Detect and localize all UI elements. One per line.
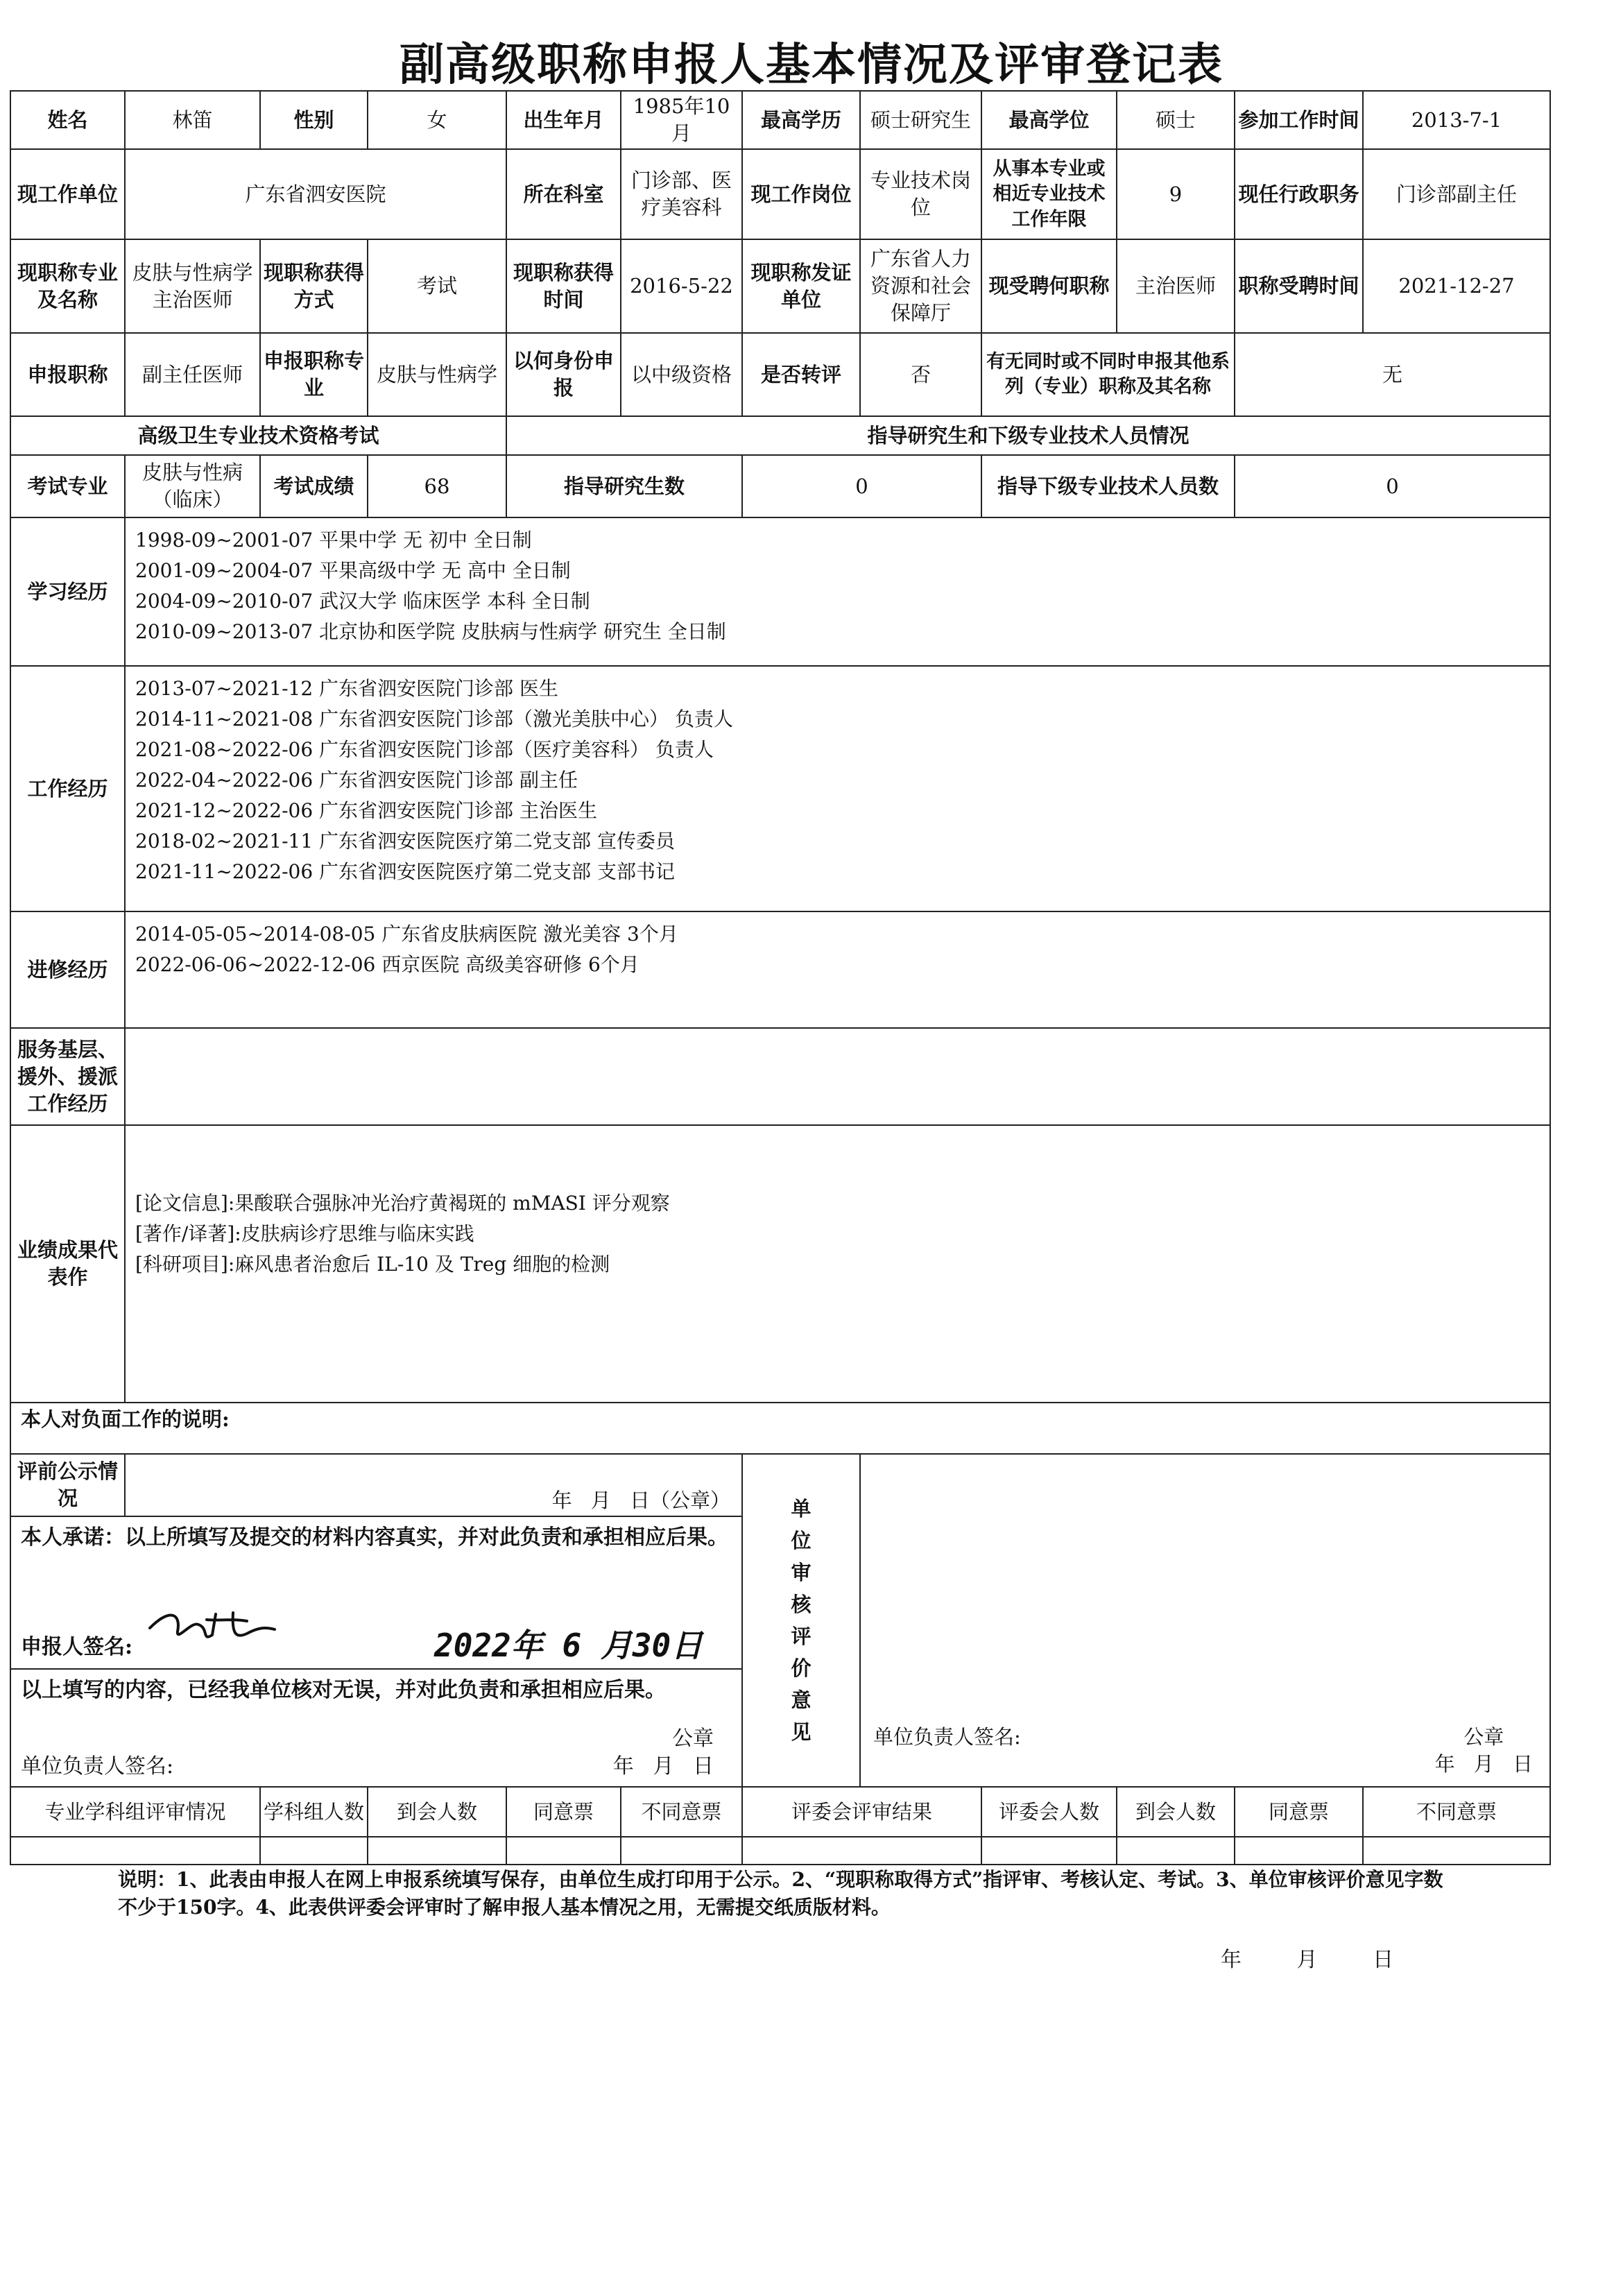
apply-value: 副主任医师 [125,333,260,416]
list-item: 2013-07~2021-12 广东省泗安医院门诊部 医生 [135,677,558,701]
apply-spec-value: 皮肤与性病学 [368,333,506,416]
list-item: 2021-11~2022-06 广东省泗安医院医疗第二党支部 支部书记 [135,860,675,884]
unit-review-seal: 公章 [1463,1725,1504,1749]
publicity-date: 年 月 日（公章） [125,1454,742,1516]
unit-value: 广东省泗安医院 [125,149,506,239]
service-row [10,1028,1550,1125]
grad-label: 指导研究生数 [506,455,742,517]
unit-verify-date: 年 月 日 [612,1754,714,1779]
hired-time-value: 2021-12-27 [1363,239,1550,333]
unit-review-label-cell [742,1454,860,1787]
transfer-value: 否 [860,333,981,416]
spec-label: 现职称专业及名称 [10,239,125,333]
score-label: 考试成绩 [260,455,368,517]
issuer-value: 广东省人力资源和社会保障厅 [860,239,981,333]
basic-info-row-1 [10,91,1550,149]
list-item: [论文信息]:果酸联合强脉冲光治疗黄褐斑的 mMASI 评分观察 [135,1192,670,1215]
training-label: 进修经历 [10,911,125,1028]
achievements-content [125,1125,1550,1403]
years-value: 9 [1117,149,1235,239]
work-label: 工作经历 [10,666,125,911]
list-item: 2010-09~2013-07 北京协和医学院 皮肤病与性病学 研究生 全日制 [135,620,726,644]
junior-label: 指导下级专业技术人员数 [981,455,1235,517]
publicity-row [10,1454,1550,1516]
basic-info-row-3 [10,239,1550,333]
group-members-label: 学科组人数 [260,1787,368,1837]
work-row [10,666,1550,911]
post-label: 现工作岗位 [742,149,860,239]
method-label: 现职称获得方式 [260,239,368,333]
publicity-label: 评前公示情况 [10,1454,125,1516]
achievements-row [10,1125,1550,1403]
committee-agree-label: 同意票 [1235,1787,1363,1837]
transfer-label: 是否转评 [742,333,860,416]
handwritten-signature-icon [143,1600,282,1649]
unit-review-head-label: 单位负责人签名: [873,1725,1021,1749]
identity-label: 以何身份申报 [506,333,621,416]
exam-spec-value: 皮肤与性病（临床） [125,455,260,517]
list-item: [著作/译著]:皮肤病诊疗思维与临床实践 [135,1222,474,1246]
unit-review-label: 单 位 审 核 评 价 意 见 [791,1497,812,1745]
grad-value: 0 [742,455,981,517]
issuer-label: 现职称发证单位 [742,239,860,333]
dept-label: 所在科室 [506,149,621,239]
degree-value: 硕士 [1117,91,1235,149]
other-title-value: 无 [1235,333,1550,416]
committee-attend-value [1117,1837,1235,1865]
review-header-row [10,1787,1550,1837]
group-agree-label: 同意票 [506,1787,621,1837]
basic-info-row-4 [10,333,1550,416]
guide-header: 指导研究生和下级专业技术人员情况 [506,416,1550,455]
achievements-label: 业绩成果代表作 [10,1125,125,1403]
list-item: 2014-05-05~2014-08-05 广东省皮肤病医院 激光美容 3个月 [135,923,678,946]
education-label: 最高学历 [742,91,860,149]
committee-disagree-label: 不同意票 [1363,1787,1550,1837]
pledge-cell [10,1516,742,1669]
unit-review-content [860,1454,1550,1787]
group-agree-value [506,1837,621,1865]
registration-form-table [10,90,1551,1865]
committee-result-label: 评委会评审结果 [742,1787,981,1837]
birth-value: 1985年10月 [621,91,742,149]
birth-label: 出生年月 [506,91,621,149]
education-value: 硕士研究生 [860,91,981,149]
pledge-text: 本人承诺：以上所填写及提交的材料内容真实，并对此负责和承担相应后果。 [21,1525,728,1550]
basic-info-row-2 [10,149,1550,239]
post-value: 专业技术岗位 [860,149,981,239]
gender-label: 性别 [260,91,368,149]
bottom-date: 年 月 日 [1221,1948,1394,1972]
group-review-label: 专业学科组评审情况 [10,1787,260,1837]
degree-label: 最高学位 [981,91,1117,149]
training-row [10,911,1550,1028]
exam-spec-label: 考试专业 [10,455,125,517]
group-members-value [260,1837,368,1865]
review-value-row [10,1837,1550,1865]
group-disagree-label: 不同意票 [621,1787,742,1837]
junior-value: 0 [1235,455,1550,517]
service-content [125,1028,1550,1125]
pledge-sign-label: 申报人签名: [21,1634,133,1659]
list-item: 2014-11~2021-08 广东省泗安医院门诊部（激光美肤中心） 负责人 [135,708,733,731]
name-label: 姓名 [10,91,125,149]
unit-review-date: 年 月 日 [1434,1752,1533,1776]
work-start-label: 参加工作时间 [1235,91,1363,149]
training-content [125,911,1550,1028]
unit-label: 现工作单位 [10,149,125,239]
hired-value: 主治医师 [1117,239,1235,333]
other-title-label: 有无同时或不同时申报其他系列（专业）职称及其名称 [981,333,1235,416]
negative-label: 本人对负面工作的说明: [10,1403,1550,1454]
list-item: 2022-06-06~2022-12-06 西京医院 高级美容研修 6个月 [135,953,639,977]
identity-value: 以中级资格 [621,333,742,416]
committee-disagree-value [1363,1837,1550,1865]
service-label: 服务基层、援外、援派工作经历 [10,1028,125,1125]
list-item: 2001-09~2004-07 平果高级中学 无 高中 全日制 [135,559,571,583]
method-value: 考试 [368,239,506,333]
admin-label: 现任行政职务 [1235,149,1363,239]
negative-row [10,1403,1550,1454]
exam-header: 高级卫生专业技术资格考试 [10,416,506,455]
hired-label: 现受聘何职称 [981,239,1117,333]
admin-value: 门诊部副主任 [1363,149,1550,239]
unit-verify-seal: 公章 [672,1726,714,1751]
hired-time-label: 职称受聘时间 [1235,239,1363,333]
exam-guide-header-row [10,416,1550,455]
apply-label: 申报职称 [10,333,125,416]
group-attend-label: 到会人数 [368,1787,506,1837]
group-disagree-value [621,1837,742,1865]
title-time-value: 2016-5-22 [621,239,742,333]
list-item: 2021-12~2022-06 广东省泗安医院门诊部 主治医生 [135,799,597,823]
work-start-value: 2013-7-1 [1363,91,1550,149]
committee-agree-value [1235,1837,1363,1865]
committee-result-value [742,1837,981,1865]
dept-value: 门诊部、医疗美容科 [621,149,742,239]
footnotes: 说明：1、此表由申报人在网上申报系统填写保存，由单位生成打印用于公示。2、“现职称取得方式”指评审、考核认定、考试。3、单位审核评价意见字数不少于150字。4、此表供评委会评审时了解申报人基本情况之用，无需提交纸质版材料。 [118,1868,1443,1919]
spec-value: 皮肤与性病学 主治医师 [125,239,260,333]
gender-value: 女 [368,91,506,149]
study-row [10,517,1550,666]
committee-members-value [981,1837,1117,1865]
score-value: 68 [368,455,506,517]
name-value: 林笛 [125,91,260,149]
study-content [125,517,1550,666]
list-item: 1998-09~2001-07 平果中学 无 初中 全日制 [135,529,532,552]
pledge-sign-date: 2022年 6 月30日 [434,1627,703,1665]
exam-guide-row [10,455,1550,517]
list-item: 2018-02~2021-11 广东省泗安医院医疗第二党支部 宣传委员 [135,830,675,853]
study-label: 学习经历 [10,517,125,666]
list-item: 2021-08~2022-06 广东省泗安医院门诊部（医疗美容科） 负责人 [135,738,714,762]
list-item: 2022-04~2022-06 广东省泗安医院门诊部 副主任 [135,769,578,792]
years-label: 从事本专业或相近专业技术工作年限 [981,149,1117,239]
unit-verify-head-label: 单位负责人签名: [21,1754,174,1779]
unit-verify-text: 以上填写的内容，已经我单位核对无误，并对此负责和承担相应后果。 [21,1678,666,1703]
committee-members-label: 评委会人数 [981,1787,1117,1837]
unit-verify-cell [10,1669,742,1787]
group-review-value [10,1837,260,1865]
committee-attend-label: 到会人数 [1117,1787,1235,1837]
page-title: 副高级职称申报人基本情况及评审登记表 [400,39,1223,91]
work-content [125,666,1550,911]
group-attend-value [368,1837,506,1865]
list-item: [科研项目]:麻风患者治愈后 IL-10 及 Treg 细胞的检测 [135,1253,610,1276]
apply-spec-label: 申报职称专业 [260,333,368,416]
list-item: 2004-09~2010-07 武汉大学 临床医学 本科 全日制 [135,590,590,613]
title-time-label: 现职称获得时间 [506,239,621,333]
